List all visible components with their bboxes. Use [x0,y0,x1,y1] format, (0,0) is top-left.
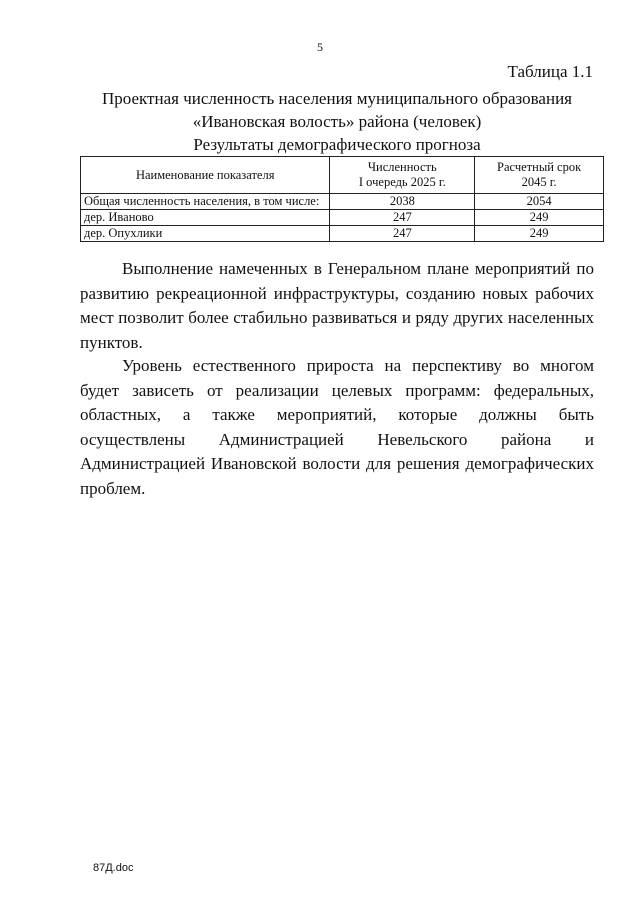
table-label: Таблица 1.1 [507,62,593,81]
header-2045-line-2: 2045 г. [521,175,557,189]
row-name: дер. Опухлики [81,226,330,242]
row-value-2025: 247 [330,210,475,226]
table-header-row [81,157,604,194]
paragraph-natural-growth: Уровень естественного прироста на перспективу во многом будет зависеть от реализации целевых программ: федеральных, областных, а также мероприятий, которые должны быть осуществлены Администрацией Невельского района и Администрацией Ивановской волости для решения демографических проблем. [80,356,594,498]
table-title-line-2: «Ивановская волость» района (человек) [192,112,482,131]
row-value-2045: 249 [475,226,604,242]
row-value-2025: 247 [330,226,475,242]
row-name: Общая численность населения, в том числе: [81,194,330,210]
header-2025-line-2: I очередь 2025 г. [358,175,446,189]
table-row [81,226,604,242]
paragraph-recreation: Выполнение намеченных в Генеральном плане мероприятий по развитию рекреационной инфраструктуры, созданию новых рабочих мест позволит более стабильно развиваться и ряду других населенных пунктов. [80,259,594,352]
table-row [81,210,604,226]
header-population-2045 [475,157,604,194]
header-2025-line-1: Численность [367,160,437,174]
header-indicator-name-text: Наименование показателя [135,167,275,182]
population-table [80,156,604,242]
table-title-line-1: Проектная численность населения муниципального образования [101,89,572,108]
row-value-2045: 2054 [475,194,604,210]
table-row [81,194,604,210]
header-2045-line-1: Расчетный срок [497,160,582,174]
header-indicator-name [81,157,330,194]
table-subtitle: Результаты демографического прогноза [193,135,481,154]
row-name: дер. Иваново [81,210,330,226]
row-value-2045: 249 [475,210,604,226]
page-number: 5 [317,40,323,54]
header-population-2025 [330,157,475,194]
row-value-2025: 2038 [330,194,475,210]
file-name-footer: 87Д.doc [93,862,134,874]
